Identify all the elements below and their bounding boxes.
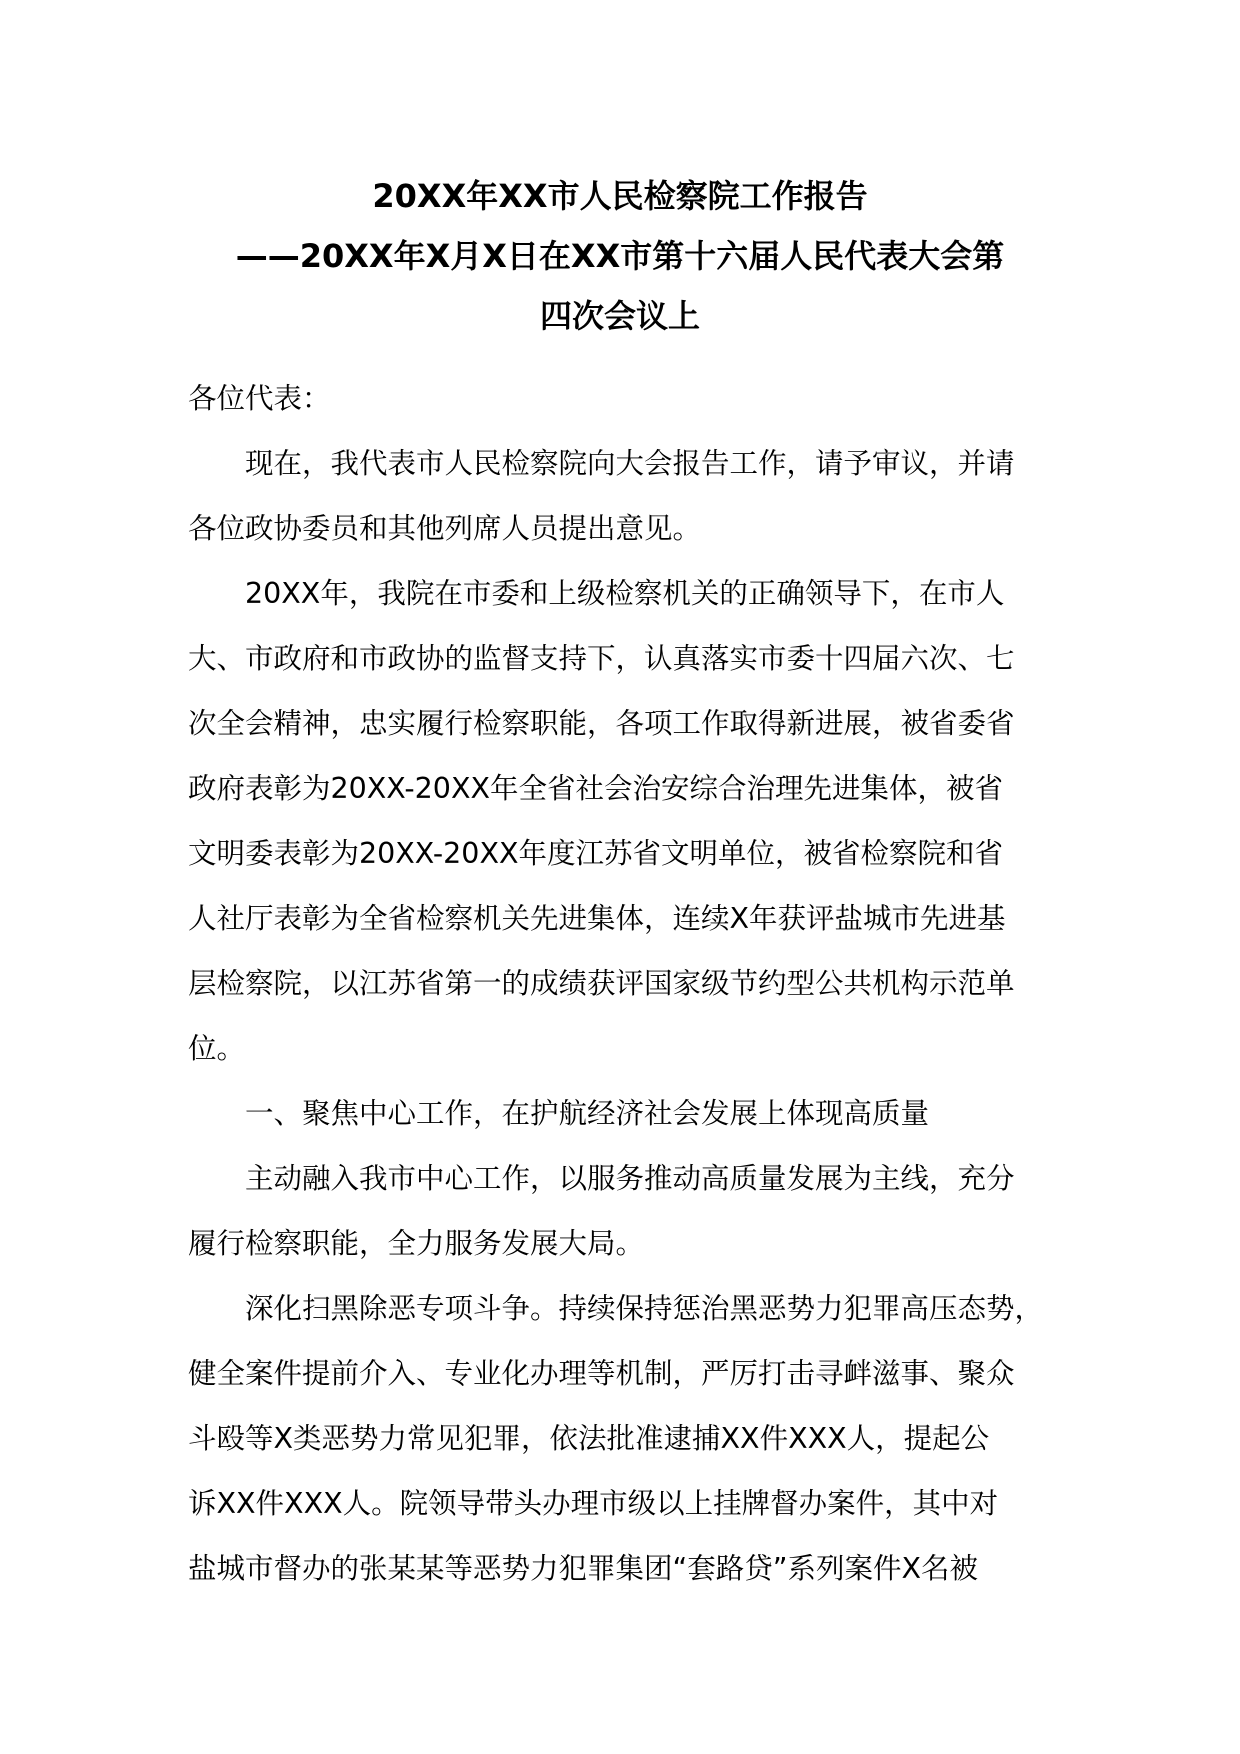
paragraph-line: 各位政协委员和其他列席人员提出意见。: [188, 512, 702, 545]
paragraph-line: 斗殴等X类恶势力常见犯罪，依法批准逮捕XX件XXX人，提起公: [188, 1422, 990, 1455]
paragraph-line: 健全案件提前介入、专业化办理等机制，严厉打击寻衅滋事、聚众: [188, 1357, 1015, 1390]
paragraph-line: 位。: [188, 1032, 246, 1065]
paragraph-line: 现在，我代表市人民检察院向大会报告工作，请予审议，并请: [245, 447, 1015, 480]
paragraph-line: 20XX年，我院在市委和上级检察机关的正确领导下，在市人: [245, 577, 1005, 610]
paragraph-line: 盐城市督办的张某某等恶势力犯罪集团“套路贷”系列案件X名被: [188, 1552, 979, 1585]
title-line-3: 四次会议上: [539, 297, 700, 335]
document-body: [188, 366, 1088, 1601]
paragraph-line: 人社厅表彰为全省检察机关先进集体，连续X年获评盐城市先进基: [188, 902, 1006, 935]
paragraph-line: 主动融入我市中心工作，以服务推动高质量发展为主线，充分: [245, 1162, 1015, 1195]
document-title: [190, 166, 1050, 346]
salutation: 各位代表：: [188, 382, 331, 415]
paragraph-line: 大、市政府和市政协的监督支持下，认真落实市委十四届六次、七: [188, 642, 1015, 675]
title-line-1: 20XX年XX市人民检察院工作报告: [372, 177, 868, 215]
paragraph-line: 文明委表彰为20XX-20XX年度江苏省文明单位，被省检察院和省: [188, 837, 1003, 870]
paragraph-line: 履行检察职能，全力服务发展大局。: [188, 1227, 645, 1260]
section-heading: 一、聚焦中心工作，在护航经济社会发展上体现高质量: [245, 1097, 930, 1130]
paragraph-line: 深化扫黑除恶专项斗争。持续保持惩治黑恶势力犯罪高压态势，: [245, 1292, 1044, 1325]
paragraph-line: 诉XX件XXX人。院领导带头办理市级以上挂牌督办案件，其中对: [188, 1487, 999, 1520]
paragraph-line: 次全会精神，忠实履行检察职能，各项工作取得新进展，被省委省: [188, 707, 1015, 740]
title-line-2: ——20XX年X月X日在XX市第十六届人民代表大会第: [235, 237, 1005, 275]
paragraph-line: 层检察院，以江苏省第一的成绩获评国家级节约型公共机构示范单: [188, 967, 1015, 1000]
paragraph-line: 政府表彰为20XX-20XX年全省社会治安综合治理先进集体，被省: [188, 772, 1003, 805]
